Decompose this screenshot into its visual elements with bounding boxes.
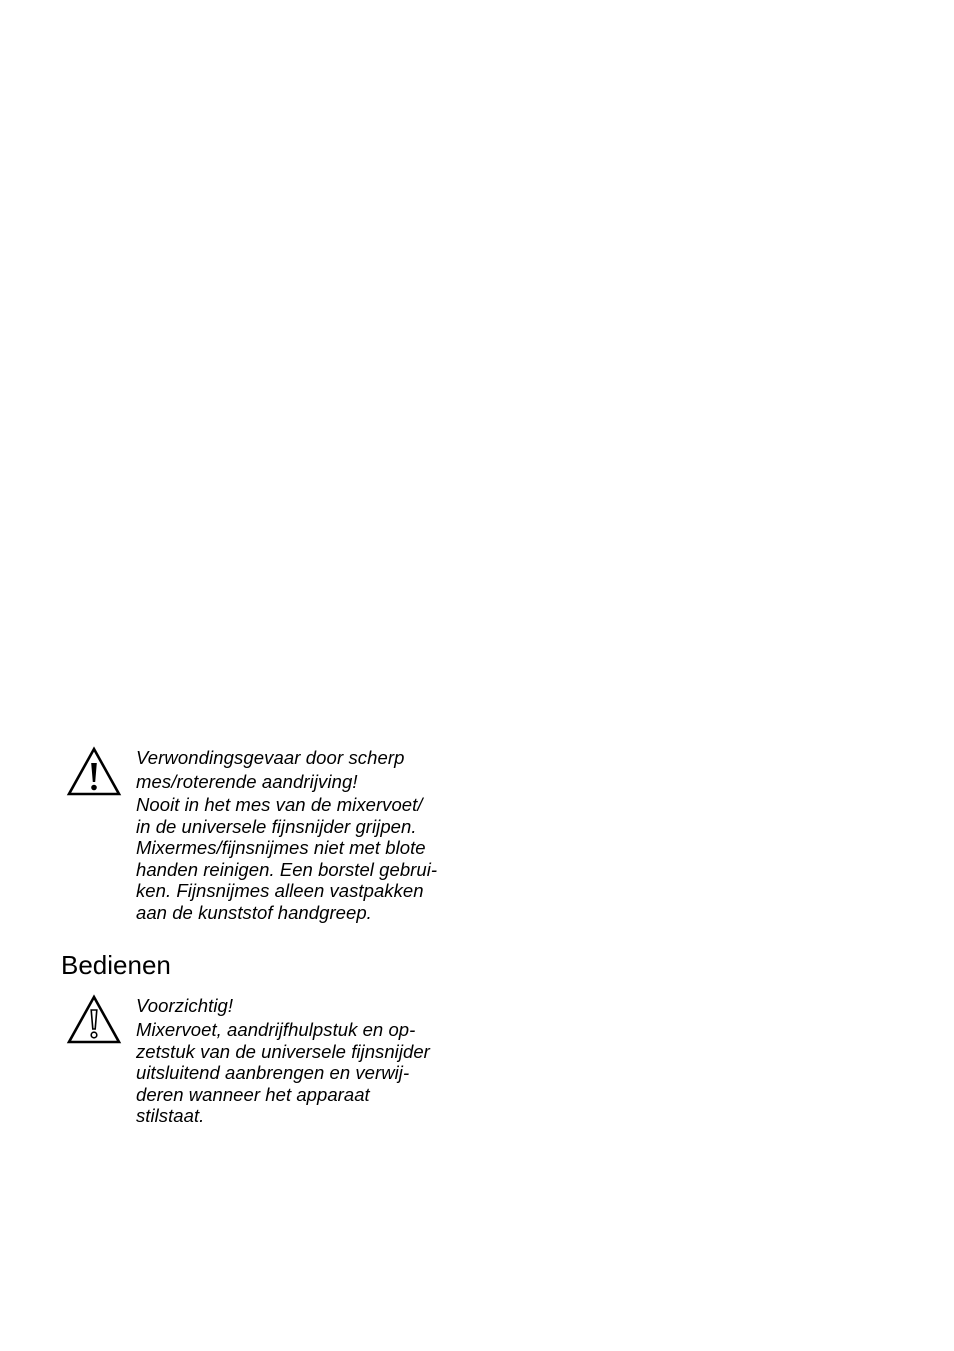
injury-warning-text	[136, 746, 466, 923]
caution-triangle-icon	[66, 994, 122, 1044]
warning-body	[136, 794, 466, 923]
caution-body-line: Mixervoet, aandrijfhulpstuk en op-	[136, 1019, 416, 1040]
caution-body	[136, 1019, 466, 1127]
warning-body-line: in de universele fijnsnijder grijpen.	[136, 815, 417, 837]
warning-body-line: Mixermes/fijnsnijmes niet met blote	[136, 837, 426, 858]
warning-body-line: Nooit in het mes van de mixervoet/	[136, 794, 423, 815]
warning-title-line: mes/roterende aandrijving!	[136, 771, 358, 792]
caution-body-line: deren wanneer het apparaat	[136, 1083, 370, 1105]
caution-body-line: stilstaat.	[136, 1105, 205, 1126]
caution-title	[136, 994, 466, 1018]
warning-body-line: aan de kunststof handgreep.	[136, 901, 372, 923]
caution-body-line: zetstuk van de universele fijnsnijder	[136, 1040, 430, 1062]
caution-title-line: Voorzichtig!	[136, 995, 234, 1016]
caution-body-line: uitsluitend aanbrengen en verwij-	[136, 1062, 410, 1083]
section-heading: Bedienen	[61, 950, 171, 980]
warning-body-line: ken. Fijnsnijmes alleen vastpakken	[136, 880, 424, 901]
warning-title-line: Verwondingsgevaar door scherp	[136, 747, 405, 768]
caution-warning-text	[136, 994, 466, 1127]
warning-title	[136, 746, 466, 794]
warning-triangle-exclamation-icon	[66, 746, 122, 796]
warning-body-line: handen reinigen. Een borstel gebrui-	[136, 858, 438, 880]
